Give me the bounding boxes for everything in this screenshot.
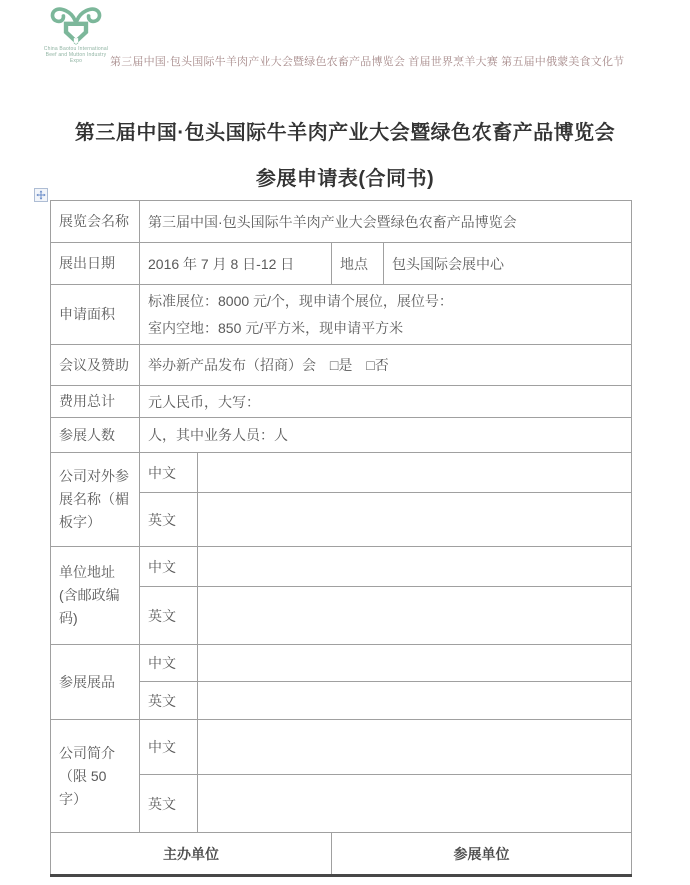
form-title-line2: 参展申请表(合同书) [255,168,435,190]
exhibits-en-label: 英文 [140,682,198,720]
display-name-label: 公司对外参展名称（楣板字） [51,453,140,547]
area-label: 申请面积 [51,285,140,345]
profile-en-label: 英文 [140,775,198,833]
expo-logo [38,6,114,64]
profile-cn-label: 中文 [140,720,198,775]
area-value-cell[interactable] [140,285,632,345]
display-name-en-input-cell[interactable] [198,493,632,547]
attendees-label: 参展人数 [51,418,140,453]
bull-head-icon [47,6,105,46]
application-form-table [50,200,631,877]
organizer-label: 主办单位 [51,833,332,876]
total-cost-value[interactable]: 元人民币，大写： [140,386,632,418]
checkbox-yes[interactable]: □是 [329,357,353,374]
exhibits-en-input-cell[interactable] [198,682,632,720]
venue-value: 包头国际会展中心 [384,243,632,285]
exhibits-cn-input-cell[interactable] [198,645,632,682]
address-cn-label: 中文 [140,547,198,587]
exhibitor-label: 参展单位 [332,833,632,876]
address-en-label: 英文 [140,587,198,645]
logo-caption [38,46,114,64]
event-names-line: 第三届中国·包头国际牛羊肉产业大会暨绿色农畜产品博览会 首届世界烹羊大赛 第五届中俄蒙美食文化节 [110,56,625,68]
exhibition-date-value: 2016 年 7 月 8 日-12 日 [140,243,332,285]
address-en-input-cell[interactable] [198,587,632,645]
address-label: 单位地址 (含邮政编码) [51,547,140,645]
attendees-value[interactable]: 人，其中业务人员：人 [140,418,632,453]
exhibition-date-label: 展出日期 [51,243,140,285]
display-name-en-label: 英文 [140,493,198,547]
display-name-cn-input-cell[interactable] [198,453,632,493]
form-title-line1: 第三届中国·包头国际牛羊肉产业大会暨绿色农畜产品博览会 [74,122,616,144]
move-arrows-icon [36,190,46,200]
exhibits-label: 参展展品 [51,645,140,720]
exhibition-name-label: 展览会名称 [51,201,140,243]
display-name-cn-label: 中文 [140,453,198,493]
logo-caption-line3: Expo [69,58,83,64]
profile-label: 公司简介 （限 50 字） [51,720,140,833]
exhibition-name-value: 第三届中国·包头国际牛羊肉产业大会暨绿色农畜产品博览会 [140,201,632,243]
profile-cn-input-cell[interactable] [198,720,632,775]
conference-label: 会议及赞助 [51,345,140,386]
venue-label: 地点 [332,243,384,285]
profile-en-input-cell[interactable] [198,775,632,833]
logo-caption-line1: China Baotou International [43,46,109,52]
area-line-standard-booth: 标准展位：8000 元/个，现申请个展位，展位号： [148,293,453,309]
total-cost-label: 费用总计 [51,386,140,418]
form-grid [50,200,632,877]
table-move-handle[interactable] [34,188,48,202]
conference-text: 举办新产品发布（招商）会 [148,357,316,374]
exhibits-cn-label: 中文 [140,645,198,682]
area-line-indoor-space: 室内空地：850 元/平方米，现申请平方米 [148,319,404,336]
conference-value-cell [140,345,632,386]
checkbox-no[interactable]: □否 [366,357,389,374]
logo-caption-line2: Beef and Mutton Industry [45,52,107,58]
address-cn-input-cell[interactable] [198,547,632,587]
